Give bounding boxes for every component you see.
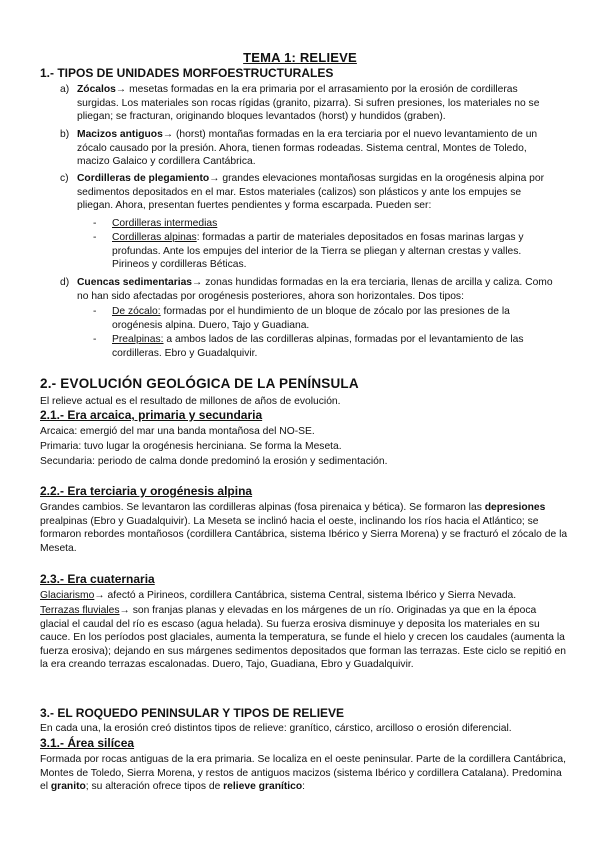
sub-item-text xyxy=(112,231,561,272)
subsection-3-1-heading: 3.1.- Área silícea xyxy=(40,736,135,750)
term-cordilleras: Cordilleras de plegamiento xyxy=(77,173,210,184)
paragraph-terrazas xyxy=(40,604,568,672)
list-item-text xyxy=(77,172,560,213)
dash-marker: - xyxy=(93,334,97,345)
sub-text: a ambos lados de las cordilleras alpinas, formadas por el levantamiento de las cordilleras. Ebro y Guadalquivir. xyxy=(112,334,524,359)
list-item-text xyxy=(77,83,560,124)
subsection-2-3-heading: 2.3.- Era cuaternaria xyxy=(40,572,155,586)
page-title: TEMA 1: RELIEVE xyxy=(243,50,357,65)
paragraph-arcaica: Arcaica: emergió del mar una banda montañosa del NO-SE. xyxy=(40,426,315,437)
list-item-text xyxy=(77,128,560,169)
term-cuencas: Cuencas sedimentarias xyxy=(77,277,193,288)
list-marker: c) xyxy=(60,173,69,184)
list-item-text xyxy=(77,276,560,303)
sub-item-zocalo xyxy=(93,305,561,332)
list-marker: a) xyxy=(60,84,70,95)
section-3-intro: En cada una, la erosión creó distintos tipos de relieve: granítico, cárstico, arcilloso o erosión diferencial. xyxy=(40,723,512,734)
sub-item-text xyxy=(112,217,561,231)
bold-relieve-granitico: relieve granítico xyxy=(223,781,303,793)
arrow: → xyxy=(115,84,127,95)
section-3-heading: 3.- EL ROQUEDO PENINSULAR Y TIPOS DE RELIEVE xyxy=(40,706,345,720)
arrow: → xyxy=(209,173,220,184)
definition: (horst) montañas formadas en la era terciaria por el nuevo levantamiento de un zócalo causado por la presión. Ahora, tienen formas rodeadas. Sistema central, Montes de Toledo, macizo Galaico y cordillera Cantábrica. xyxy=(77,129,538,168)
text-run: Formada por rocas antiguas de la era primaria. Se localiza en el oeste peninsular. Parte de la cordillera Cantábrica, Montes de Toledo, Sierra Morena, y restos de antiguos macizos (sistema Ibérico y cordillera Catalana). Predomina el xyxy=(40,754,566,793)
sub-item-intermedias xyxy=(93,217,561,231)
label-prealpinas: Prealpinas: xyxy=(112,334,164,345)
arrow: → xyxy=(162,129,174,140)
text-run: : xyxy=(302,781,306,793)
section-2-heading: 2.- EVOLUCIÓN GEOLÓGICA DE LA PENÍNSULA xyxy=(40,376,359,391)
dash-marker: - xyxy=(93,218,97,229)
sub-item-prealpinas xyxy=(93,333,561,360)
paragraph-terciaria xyxy=(40,501,568,555)
list-item-macizos xyxy=(60,128,560,169)
sub-item-text xyxy=(112,333,561,360)
sub-item-text xyxy=(112,305,561,332)
dash-marker: - xyxy=(93,232,97,243)
sub-text: : formadas a partir de materiales depositados en fosas marinas largas y profundas. Ante los empujes del interior de la Tierra se pliegan y alternan crestas y valles. Pirineos y cordilleras Béticas. xyxy=(112,232,524,271)
sub-text: formadas por el hundimiento de un bloque de zócalo por las presiones de la orogénesis alpina. Duero, Tajo y Guadiana. xyxy=(112,306,510,331)
dash-marker: - xyxy=(93,306,97,317)
paragraph-glaciarismo xyxy=(40,589,568,603)
label-alpinas: Cordilleras alpinas xyxy=(112,232,197,243)
arrow: → xyxy=(192,277,203,288)
section-2-intro: El relieve actual es el resultado de millones de años de evolución. xyxy=(40,396,341,407)
label-terrazas: Terrazas fluviales xyxy=(40,605,120,616)
arrow: → xyxy=(94,590,105,601)
bold-depresiones: depresiones xyxy=(484,502,546,513)
list-item-cordilleras xyxy=(60,172,560,213)
text-run: prealpinas (Ebro y Guadalquivir). La Meseta se inclinó hacia el oeste, inclinando los ríos hacia el Atlántico; se formaron rebordes montañosos (cordillera Cantábrica, sistema Ibérico y Sierra Morena) y se fracturó el zócalo de la Meseta. xyxy=(40,515,568,554)
list-item-zocalos xyxy=(60,83,560,124)
text-run: Grandes cambios. Se levantaron las cordilleras alpinas (fosa pirenaica y bética). Se formaron las xyxy=(40,502,485,513)
term-zocalos: Zócalos xyxy=(77,84,116,95)
subsection-2-1-heading: 2.1.- Era arcaica, primaria y secundaria xyxy=(40,408,263,422)
text-run: ; su alteración ofrece tipos de xyxy=(85,781,224,793)
term-macizos: Macizos antiguos xyxy=(77,129,163,140)
label-intermedias: Cordilleras intermedias xyxy=(112,218,218,229)
list-marker: b) xyxy=(60,129,70,140)
subsection-2-2-heading: 2.2.- Era terciaria y orogénesis alpina xyxy=(40,484,253,498)
paragraph-area-silicea xyxy=(40,753,568,794)
definition: zonas hundidas formadas en la era terciaria, llenas de arcilla y caliza. Como no han sido afectadas por orogénesis posteriores, ahora son horizontales. Dos tipos: xyxy=(77,277,553,302)
label-de-zocalo: De zócalo: xyxy=(112,306,161,317)
sub-item-alpinas xyxy=(93,231,561,272)
definition: mesetas formadas en la era primaria por el arrasamiento por la erosión de cordilleras surgidas. Los materiales son rocas rígidas (granito, pizarra). Si sufren presiones, los materiales no se pliegan; se fracturan, originando bloques levantados (horst) y hundidos (graben). xyxy=(77,84,540,123)
arrow: → xyxy=(119,605,130,616)
text-run: afectó a Pirineos, cordillera Cantábrica, sistema Central, sistema Ibérico y Sierra Nevada. xyxy=(104,590,517,601)
text-run: son franjas planas y elevadas en los márgenes de un río. Originadas ya que en la época glacial el caudal del río es escaso (agua helada). Su fuerza erosiva disminuye y deposita los materiales en su cauce. En los períodos post glaciales, aumenta la temperatura, se funde el hielo y crecen los caudales (aumenta la fuerza erosiva); dejando en sus márgenes sedimentos depositados que forman las terrazas. Este ciclo se repitió en la era creando terrazas escalonadas. Duero, Tajo, Guadiana, Ebro y Guadalquivir. xyxy=(40,605,566,671)
list-item-cuencas xyxy=(60,276,560,303)
bold-granito: granito xyxy=(50,781,86,793)
section-1-heading: 1.- TIPOS DE UNIDADES MORFOESTRUCTURALES xyxy=(40,66,334,80)
paragraph-secundaria: Secundaria: periodo de calma donde predominó la erosión y sedimentación. xyxy=(40,456,388,467)
paragraph-primaria: Primaria: tuvo lugar la orogénesis herciniana. Se forma la Meseta. xyxy=(40,441,342,452)
definition: grandes elevaciones montañosas surgidas en la orogénesis alpina por sedimentos depositados en el mar. Estos materiales (calizos) son plásticos y ante los empujes se pliegan. Ahora, presentan fuertes pendientes y forma escarpada. Pueden ser: xyxy=(77,173,545,212)
list-marker: d) xyxy=(60,277,70,288)
label-glaciarismo: Glaciarismo xyxy=(40,590,95,601)
